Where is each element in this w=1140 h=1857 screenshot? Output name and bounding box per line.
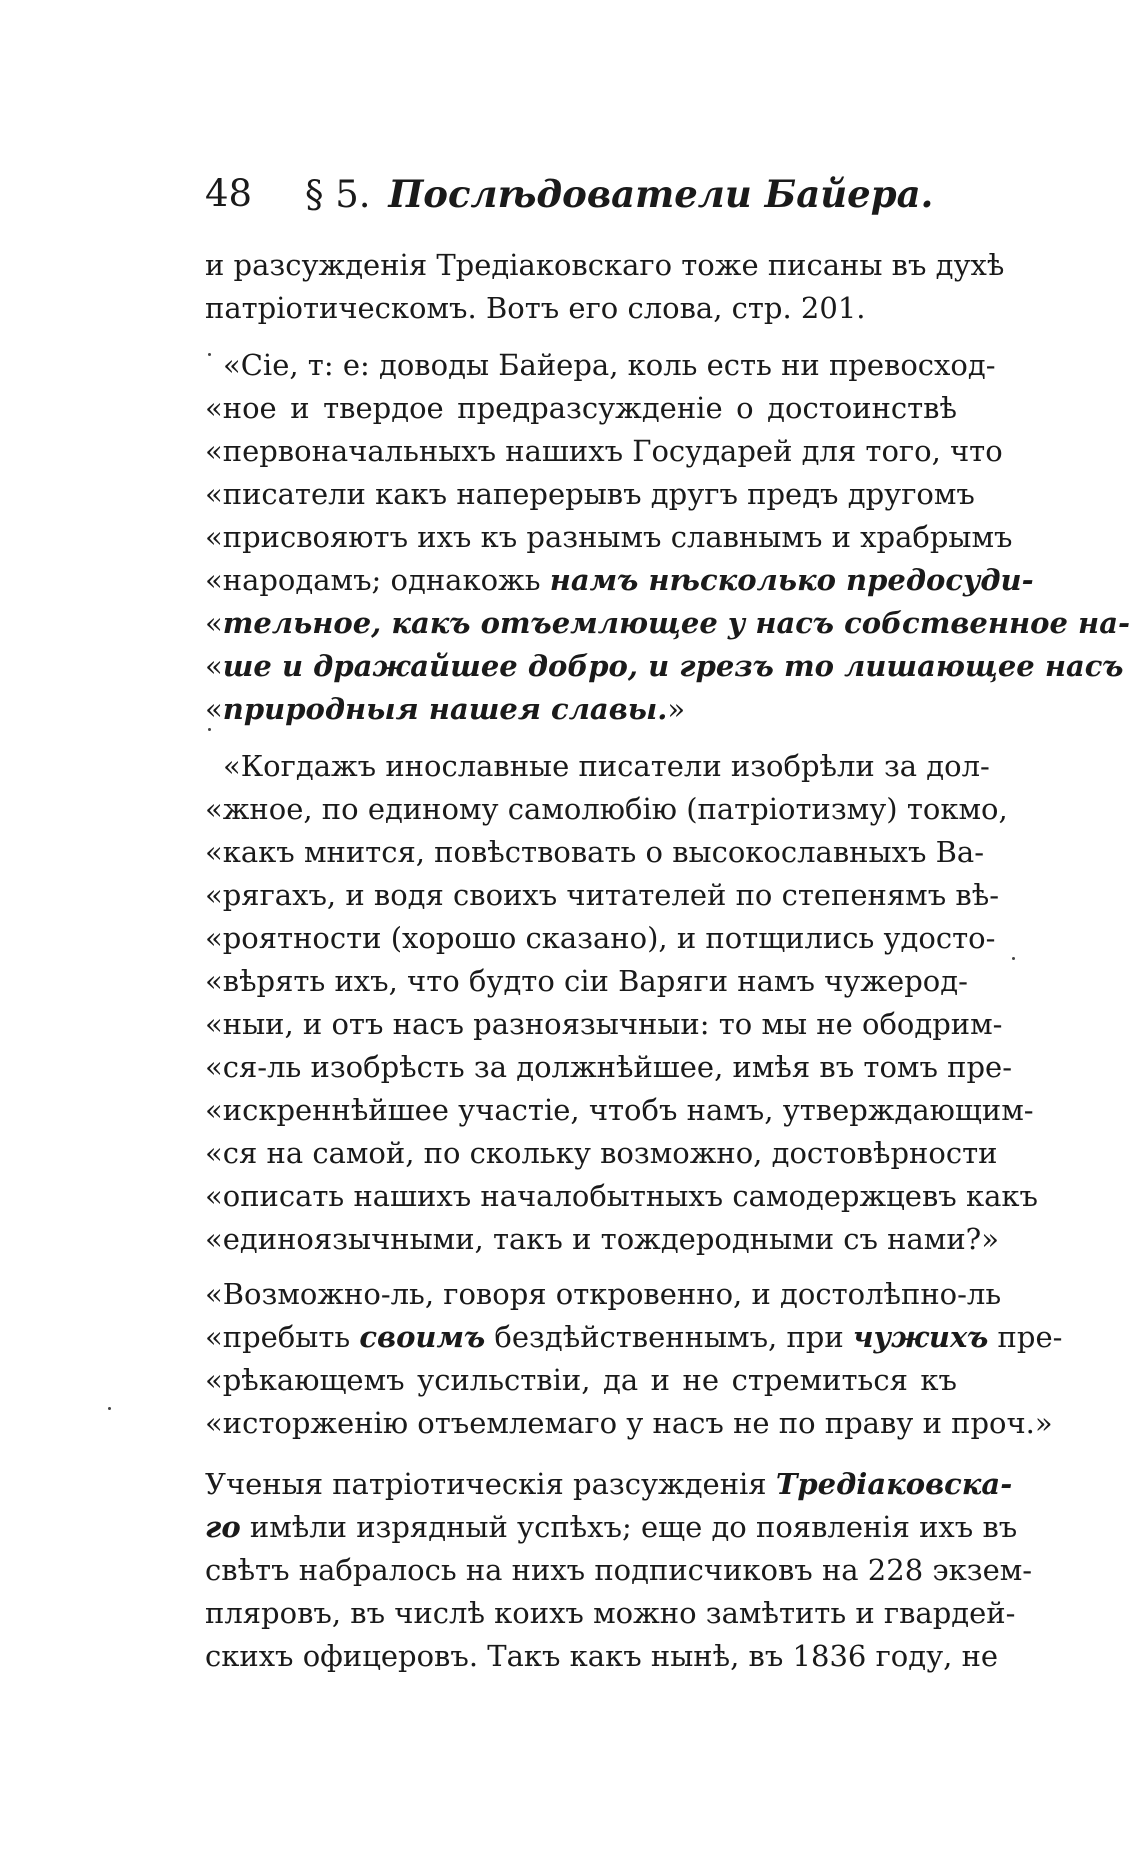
paper-speck [208, 353, 211, 356]
text-line: «присвояютъ ихъ къ разнымъ славнымъ и храбрымъ [205, 520, 1013, 554]
quote-paragraph-2 [205, 745, 1038, 1261]
text-line: «ныи, и отъ насъ разноязычныи: то мы не ободрим- [205, 1007, 1003, 1041]
text-line: «жное, по единому самолюбію (патріотизму) токмо, [205, 792, 1008, 826]
text-line: «какъ мнится, повѣствовать о высокославныхъ Ва- [205, 835, 985, 869]
text-line: «рѣкающемъ усильствіи, да и не стремиться къ [205, 1363, 957, 1397]
text-line [205, 688, 957, 731]
quote-paragraph-1 [205, 344, 1131, 731]
italic-text: тельное, какъ отъемлющее у насъ собственное на- [222, 606, 1131, 640]
text-line: пляровъ, въ числѣ коихъ можно замѣтить и гвардей- [205, 1596, 1016, 1630]
text-line: и разсужденія Тредіаковскаго тоже писаны въ духѣ [205, 248, 1005, 282]
text-line: патріотическомъ. Вотъ его слова, стр. 201. [205, 291, 866, 325]
italic-text: намъ нѣсколько предосуди- [549, 563, 1034, 597]
plain-text: бездѣйственнымъ, при [485, 1320, 853, 1354]
page-number: 48 [205, 172, 253, 215]
plain-text: « [205, 649, 223, 683]
text-line: «Возможно-ль, говоря откровенно, и достолѣпно-ль [205, 1277, 1002, 1311]
text-line: «рягахъ, и водя своихъ читателей по степенямъ вѣ- [205, 878, 999, 912]
text-line: «искреннѣйшее участіе, чтобъ намъ, утверждающим- [205, 1093, 1034, 1127]
text-line: «писатели какъ наперерывъ другъ предъ другомъ [205, 477, 975, 511]
plain-text: пре- [988, 1320, 1063, 1354]
quote-paragraph-3 [205, 1273, 1063, 1445]
italic-text: Тредіаковска- [775, 1467, 1013, 1501]
plain-text: » [667, 692, 686, 726]
text-line: «единоязычными, такъ и тождеродными съ нами?» [205, 1222, 999, 1256]
text-line: свѣтъ набралось на нихъ подписчиковъ на 228 экзем- [205, 1553, 1033, 1587]
paper-speck [108, 1407, 111, 1410]
text-line: «описать нашихъ началобытныхъ самодержцевъ какъ [205, 1179, 1038, 1213]
text-line [205, 1463, 1013, 1506]
text-line: «Сіе, т: е: доводы Байера, коль есть ни превосход- [223, 348, 996, 382]
plain-text: Ученыя патріотическія разсужденія [205, 1467, 776, 1501]
chapter-title: Послѣдователи Байера. [388, 172, 934, 216]
italic-text: го [205, 1510, 241, 1544]
italic-text: чужихъ [852, 1320, 989, 1354]
text-line [205, 602, 1131, 645]
text-line [205, 645, 1124, 688]
section-mark: § 5. [305, 173, 371, 216]
text-line: «вѣрять ихъ, что будто сіи Варяги намъ чужерод- [205, 964, 968, 998]
paper-speck [208, 728, 211, 731]
body-text [205, 244, 1131, 1678]
plain-text: « [205, 606, 223, 640]
text-line: «ся-ль изобрѣсть за должнѣйшее, имѣя въ томъ пре- [205, 1050, 1012, 1084]
text-line: скихъ офицеровъ. Такъ какъ нынѣ, въ 1836 году, не [205, 1639, 999, 1673]
text-line [205, 559, 1034, 602]
text-line: «ся на самой, по скольку возможно, достовѣрности [205, 1136, 998, 1170]
page-header [205, 172, 965, 232]
paragraph-conclusion [205, 1463, 1033, 1678]
plain-text: «пребыть [205, 1320, 360, 1354]
text-line: «исторженію отъемлемаго у насъ не по праву и проч.» [205, 1406, 1053, 1440]
text-line [205, 1316, 1063, 1359]
text-line: «первоначальныхъ нашихъ Государей для того, что [205, 434, 1003, 468]
text-line: «роятности (хорошо сказано), и потщились удосто- [205, 921, 996, 955]
running-head [305, 172, 933, 216]
italic-text: ше и дражайшее добро, и грезъ то лишающее насъ [222, 649, 1124, 683]
italic-text: природныя нашея славы. [222, 692, 668, 726]
italic-text: своимъ [359, 1320, 486, 1354]
paragraph-intro [205, 244, 1005, 330]
text-line: «Когдажъ инославные писатели изобрѣли за дол- [223, 749, 990, 783]
text-line [205, 1506, 1018, 1549]
plain-text: «народамъ; однакожь [205, 563, 550, 597]
text-line: «ное и твердое предразсужденіе о достоинствѣ [205, 391, 957, 425]
plain-text: имѣли изрядный успѣхъ; еще до появленія ихъ въ [240, 1510, 1018, 1544]
paper-speck [1012, 957, 1015, 960]
plain-text: « [205, 692, 223, 726]
